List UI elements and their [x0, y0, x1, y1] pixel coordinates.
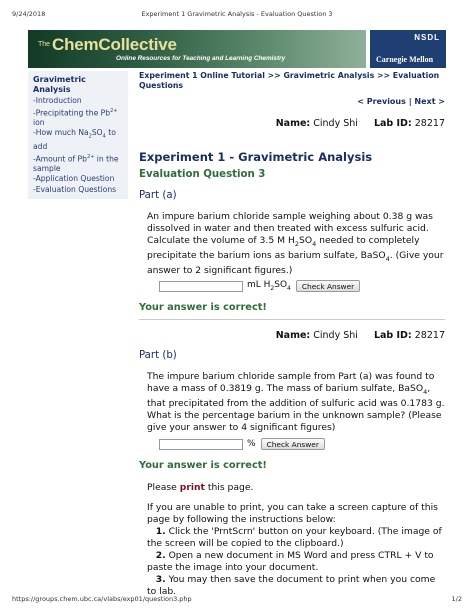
print-url: https://groups.chem.ubc.ca/vlabs/exp01/question3.php: [12, 595, 192, 603]
chemcollective-logo[interactable]: [28, 30, 366, 68]
question-subtitle: Evaluation Question 3: [139, 169, 266, 180]
breadcrumb-tutorial[interactable]: Experiment 1 Online Tutorial: [139, 71, 265, 80]
print-date: 9/24/2018: [12, 10, 46, 18]
lab-id: 28217: [414, 118, 445, 129]
print-page-number: 1/2: [451, 595, 462, 603]
student-name: Cindy Shi: [313, 118, 358, 129]
sidebar-item-application[interactable]: -Application Question: [33, 174, 115, 184]
sidebar-nav: [28, 71, 128, 199]
part-b-unit: %: [247, 439, 256, 449]
page-title: Experiment 1 - Gravimetric Analysis: [139, 150, 373, 164]
breadcrumb-gravimetric[interactable]: Gravimetric Analysis: [283, 71, 375, 80]
lab-id: 28217: [414, 330, 445, 341]
sidebar-list: [33, 96, 123, 194]
part-a-question: An impure barium chloride sample weighing about 0.38 g was dissolved in water and then treated with excess sulfuric acid. Calculate the volume of 3.5 M $H_2SO_4$ needed to completely precipitate the barium ions as barium sulfate, BaSO$_4$. (Give your answer to 2 significant figures.): [147, 211, 444, 276]
sidebar-item-how-much[interactable]: -How much $Na_2SO_4$ to add: [33, 128, 116, 152]
part-b-answer-input[interactable]: [159, 439, 243, 450]
sidebar-heading[interactable]: Gravimetric Analysis: [33, 75, 86, 94]
student-name: Cindy Shi: [313, 330, 358, 341]
sidebar-item-amount[interactable]: -Amount of $Pb^{2+}$ in the sample: [33, 153, 119, 173]
print-step-3: 3. You may then save the document to print when you come to lab.: [147, 574, 436, 597]
main-content: [139, 71, 445, 106]
site-banner: [28, 30, 446, 68]
next-link[interactable]: Next >: [414, 97, 445, 106]
part-b-question: The impure barium chloride sample from Part (a) was found to have a mass of 0.3819 g. The mass of barium sulfate, BaSO$_4$, that precipitated from the addition of sulfuric acid was 0.1783 g. What is the percentage barium in the unknown sample? (Please give your answer to 4 significant figures): [147, 371, 445, 433]
part-a-result: Your answer is correct!: [139, 302, 267, 313]
print-footer: [12, 595, 462, 605]
part-b-result: Your answer is correct!: [139, 460, 267, 471]
breadcrumb: Experiment 1 Online Tutorial >> Gravimetric Analysis >> Evaluation Questions: [139, 71, 440, 90]
print-link[interactable]: print: [179, 482, 205, 493]
breadcrumb-current: Evaluation Questions: [139, 71, 440, 90]
part-a-answer-input[interactable]: [159, 281, 243, 292]
student-info: Name: Cindy Shi Lab ID: 28217: [275, 118, 445, 129]
part-a-label: Part (a): [139, 190, 177, 201]
nsdl-logo: NSDL: [414, 33, 440, 42]
part-a-check-answer-button[interactable]: Check Answer: [296, 280, 360, 292]
sidebar-item-precipitating[interactable]: -Precipitating the $Pb^{2+}$ ion: [33, 107, 118, 127]
logo-tagline: Online Resources for Teaching and Learning Chemistry: [116, 55, 286, 62]
print-header: [12, 10, 462, 22]
part-b-answer-row: [159, 438, 325, 450]
student-info-b: Name: Cindy Shi Lab ID: 28217: [275, 330, 445, 341]
logo-the: The: [38, 41, 51, 48]
previous-link[interactable]: < Previous: [357, 97, 406, 106]
partner-logos[interactable]: [370, 30, 446, 68]
part-b-check-answer-button[interactable]: Check Answer: [261, 438, 325, 450]
print-title: Experiment 1 Gravimetric Analysis - Evaluation Question 3: [141, 10, 333, 18]
logo-brand: ChemCollective: [52, 35, 177, 54]
part-b-label: Part (b): [139, 350, 177, 361]
carnegie-mellon-logo: Carnegie Mellon: [376, 55, 434, 64]
print-step-2: 2. Open a new document in MS Word and press CTRL + V to paste the image into your document.: [147, 550, 434, 573]
page-nav: < Previous | Next >: [357, 97, 445, 106]
part-a-unit: mL $H_2SO_4$: [247, 280, 291, 292]
print-intro: If you are unable to print, you can take a screen capture of this page by following the instructions below:: [147, 502, 438, 525]
divider: [139, 319, 445, 320]
print-prompt: Please print this page.: [147, 482, 254, 493]
print-step-1: 1. Click the 'PrntScrn' button on your keyboard. (The image of the screen will be copied to the clipboard.): [147, 526, 442, 549]
part-a-answer-row: [159, 280, 360, 292]
sidebar-item-evaluation[interactable]: -Evaluation Questions: [33, 184, 117, 194]
print-instructions: [147, 502, 447, 598]
sidebar-item-introduction[interactable]: -Introduction: [33, 96, 82, 105]
